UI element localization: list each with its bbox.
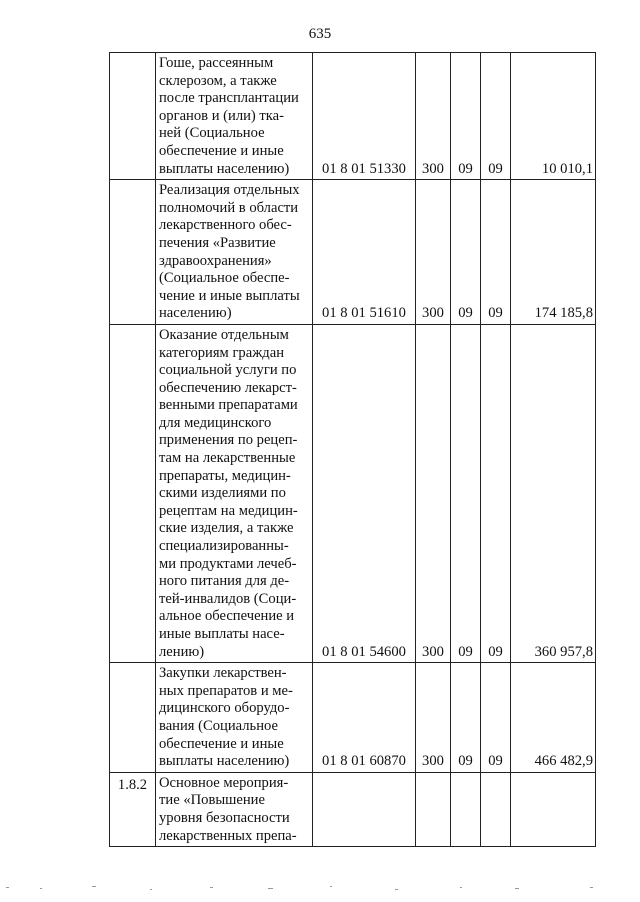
description-line: категориям граждан xyxy=(159,344,285,361)
expense-type-code: 300 xyxy=(416,324,451,662)
target-article-code: 01 8 01 51610 xyxy=(313,180,416,325)
description-line: тие «Повышение xyxy=(159,792,265,809)
amount: 466 482,9 xyxy=(511,663,596,773)
section-code xyxy=(451,772,481,846)
table-row xyxy=(110,663,596,773)
row-description xyxy=(156,324,313,662)
description-line: Реализация отдельных xyxy=(159,182,300,199)
description-line: Основное мероприя- xyxy=(159,774,289,791)
subsection-code xyxy=(481,772,511,846)
table-row xyxy=(110,324,596,662)
page-number: 635 xyxy=(308,26,332,42)
row-number xyxy=(110,663,156,773)
row-number: 1.8.2 xyxy=(110,772,156,846)
description-line: уровня безопасности xyxy=(159,809,290,826)
description-line: ного питания для де- xyxy=(159,573,290,590)
expense-type-code: 300 xyxy=(416,180,451,325)
expense-type-code: 300 xyxy=(416,53,451,180)
scan-noise xyxy=(0,884,640,892)
subsection-code: 09 xyxy=(481,180,511,325)
description-line: обеспечение и иные xyxy=(159,142,284,159)
description-line: полномочий в области xyxy=(159,199,299,216)
table-row xyxy=(110,180,596,325)
description-line: лекарственного обес- xyxy=(159,217,292,234)
description-line: органов и (или) тка- xyxy=(159,107,285,124)
description-line: для медицинского xyxy=(159,414,272,431)
description-line: лению) xyxy=(159,643,205,660)
amount xyxy=(511,772,596,846)
amount: 360 957,8 xyxy=(511,324,596,662)
subsection-code: 09 xyxy=(481,663,511,773)
description-line: населению) xyxy=(159,305,232,322)
description-line: здравоохранения» xyxy=(159,252,272,269)
description-line: выплаты населению) xyxy=(159,753,290,770)
description-line: специализированны- xyxy=(159,538,289,555)
target-article-code: 01 8 01 54600 xyxy=(313,324,416,662)
description-line: венными препаратами xyxy=(159,397,298,414)
expense-type-code: 300 xyxy=(416,663,451,773)
description-line: лекарственных препа- xyxy=(159,827,297,844)
description-line: обеспечению лекарст- xyxy=(159,379,297,396)
description-line: применения по рецеп- xyxy=(159,432,298,449)
description-line: рецептам на медицин- xyxy=(159,502,298,519)
description-line: ных препаратов и ме- xyxy=(159,682,293,699)
section-code: 09 xyxy=(451,53,481,180)
description-line: ней (Социальное xyxy=(159,125,265,142)
description-line: Гоше, рассеянным xyxy=(159,55,274,71)
description-line: печения «Развитие xyxy=(159,234,276,251)
row-description xyxy=(156,53,313,180)
description-line: чение и иные выплаты xyxy=(159,287,300,304)
amount: 174 185,8 xyxy=(511,180,596,325)
section-code: 09 xyxy=(451,180,481,325)
section-code: 09 xyxy=(451,663,481,773)
subsection-code: 09 xyxy=(481,53,511,180)
description-line: тей-инвалидов (Соци- xyxy=(159,590,297,607)
description-line: ские изделия, а также xyxy=(159,520,294,537)
description-line: иные выплаты насе- xyxy=(159,626,285,642)
description-line: обеспечение и иные xyxy=(159,735,284,752)
target-article-code xyxy=(313,772,416,846)
description-line: после трансплантации xyxy=(159,90,299,107)
description-line: Оказание отдельным xyxy=(159,326,289,343)
description-line: скими изделиями по xyxy=(159,485,286,502)
subsection-code: 09 xyxy=(481,324,511,662)
expense-type-code xyxy=(416,772,451,846)
target-article-code: 01 8 01 51330 xyxy=(313,53,416,180)
description-line: дицинского оборудо- xyxy=(159,700,290,717)
description-line: выплаты населению) xyxy=(159,160,290,177)
row-number xyxy=(110,53,156,180)
row-number xyxy=(110,180,156,325)
row-description xyxy=(156,663,313,773)
description-line: склерозом, а также xyxy=(159,72,277,89)
table-row xyxy=(110,53,596,180)
section-code: 09 xyxy=(451,324,481,662)
target-article-code: 01 8 01 60870 xyxy=(313,663,416,773)
row-number xyxy=(110,324,156,662)
description-line: альное обеспечение и xyxy=(159,608,295,625)
description-line: вания (Социальное xyxy=(159,717,278,734)
description-line: там на лекарственные xyxy=(159,450,296,467)
row-description xyxy=(156,180,313,325)
table-row xyxy=(110,772,596,846)
description-line: социальной услуги по xyxy=(159,362,297,379)
description-line: Закупки лекарствен- xyxy=(159,665,287,682)
row-description xyxy=(156,772,313,846)
budget-table xyxy=(109,52,596,847)
amount: 10 010,1 xyxy=(511,53,596,180)
description-line: препараты, медицин- xyxy=(159,467,291,484)
description-line: ми продуктами лечеб- xyxy=(159,555,297,572)
description-line: (Социальное обеспе- xyxy=(159,270,290,287)
